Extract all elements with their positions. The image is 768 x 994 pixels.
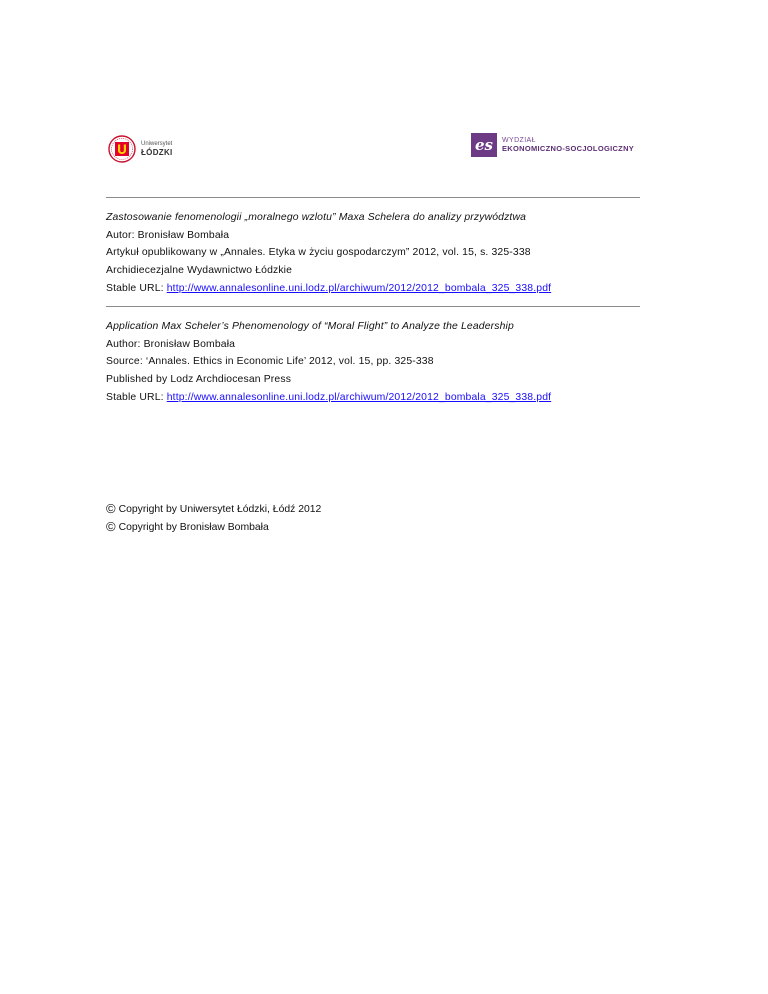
divider-middle [106,306,640,307]
english-source: Source: ‘Annales. Ethics in Economic Life’ 2012, vol. 15, pp. 325-338 [106,356,434,368]
copyright-text-2: Copyright by Bronisław Bombała [118,522,269,533]
english-citation-block [106,318,666,407]
polish-author: Autor: Bronisław Bombała [106,229,230,241]
university-logo [108,134,173,164]
university-seal-icon [108,135,136,163]
polish-publisher: Archidiecezjalne Wydawnictwo Łódzkie [106,265,293,277]
copyright-line-2 [106,518,269,537]
faculty-logo-mark: es [471,133,497,157]
university-logo-small-text: Uniwersytet [141,141,173,147]
polish-citation-block [106,209,666,298]
english-stable-url-row [106,389,666,407]
english-title: Application Max Scheler’s Phenomenology of “Moral Flight” to Analyze the Leadership [106,321,514,332]
english-stable-url-link[interactable]: http://www.annalesonline.uni.lodz.pl/archiwum/2012/2012_bombala_325_338.pdf [166,391,552,403]
faculty-logo [471,132,634,158]
polish-stable-url-row [106,280,666,298]
polish-published: Artykuł opublikowany w „Annales. Etyka w życiu gospodarczym” 2012, vol. 15, s. 325-338 [106,247,531,259]
copyright-text-1: Copyright by Uniwersytet Łódzki, Łódź 2012 [118,504,322,515]
english-author: Author: Bronisław Bombała [106,338,236,350]
copyright-line-1 [106,500,321,519]
polish-stable-url-label: Stable URL: [106,282,164,294]
divider-top [106,197,640,198]
faculty-logo-name: EKONOMICZNO-SOCJOLOGICZNY [502,143,635,153]
polish-title: Zastosowanie fenomenologii „moralnego wzlotu” Maxa Schelera do analizy przywództwa [106,212,527,223]
english-publisher: Published by Lodz Archdiocesan Press [106,374,292,386]
english-stable-url-label: Stable URL: [106,391,164,403]
polish-stable-url-link[interactable]: http://www.annalesonline.uni.lodz.pl/archiwum/2012/2012_bombala_325_338.pdf [166,282,552,294]
university-logo-name: ŁÓDZKI [141,148,173,157]
copyright-icon: © [106,519,116,534]
faculty-logo-top-text: WYDZIAŁ [502,136,536,144]
copyright-icon: © [106,501,116,516]
